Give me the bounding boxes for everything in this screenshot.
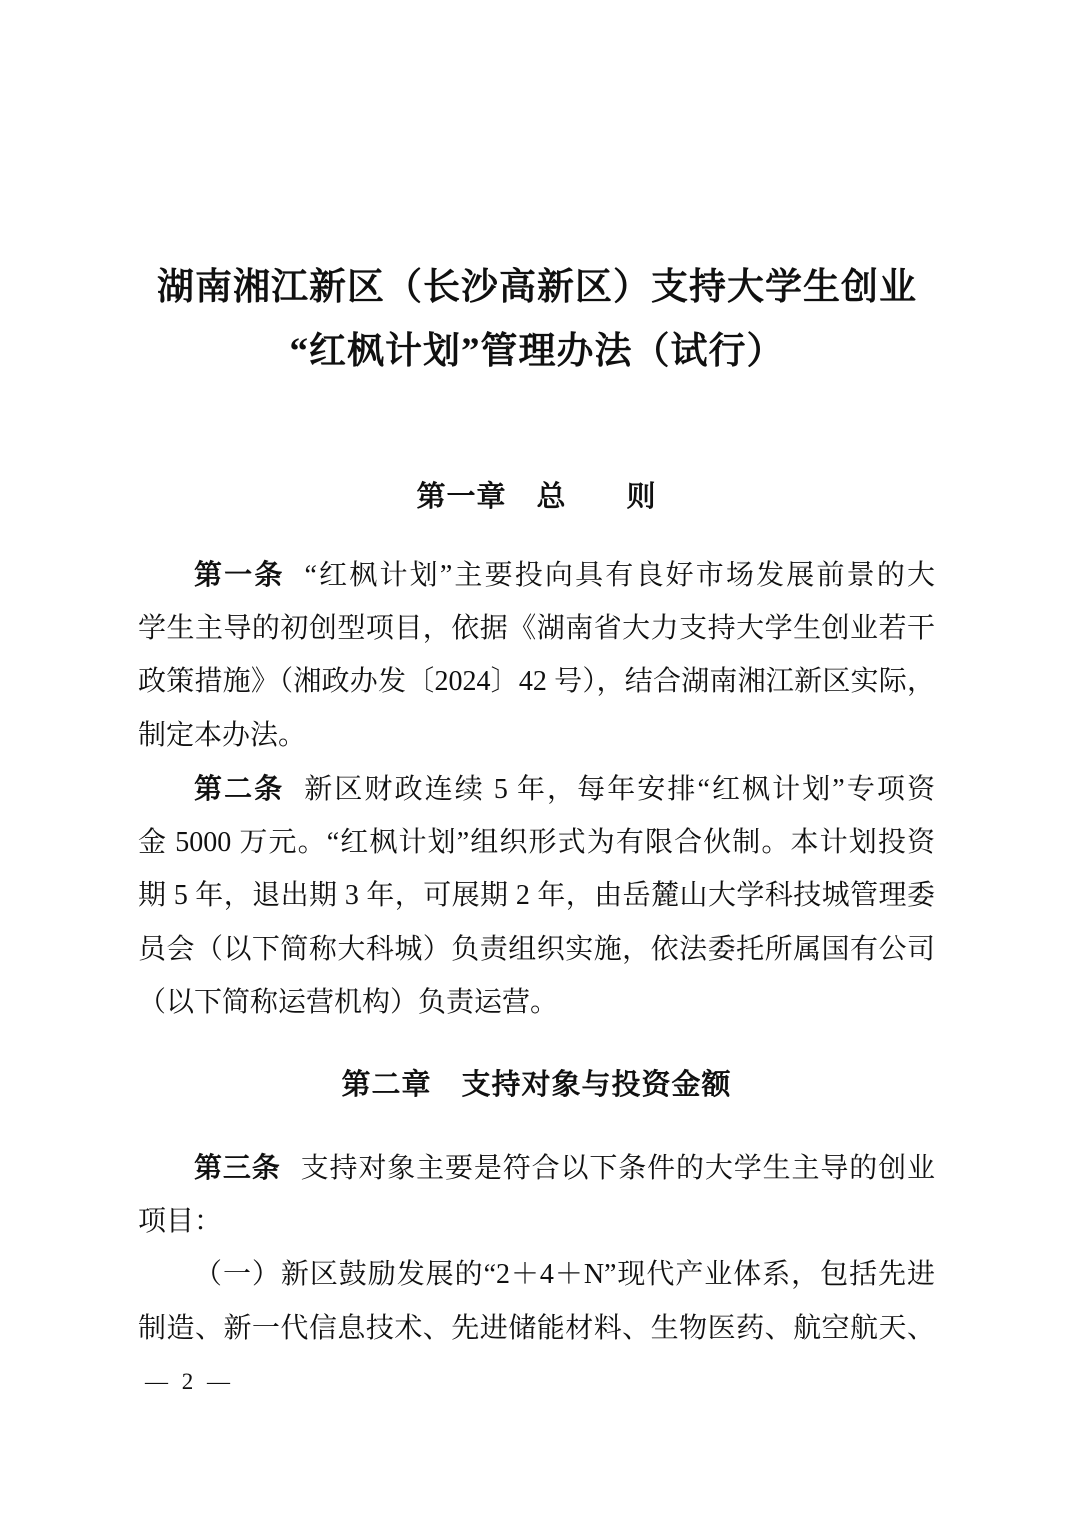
article3-label: 第三条 (194, 1152, 281, 1183)
document-title-line2: “红枫计划”管理办法（试行） (289, 331, 785, 372)
paragraph-line: 制造、新一代信息技术、先进储能材料、生物医药、航空航天、 (138, 1312, 935, 1344)
chapter1-heading: 第一章 总 则 (416, 481, 657, 513)
body-section-2 (138, 1141, 935, 1355)
article-1-paragraph (138, 548, 935, 762)
paragraph-line (138, 1141, 935, 1195)
page-number: — 2 — (145, 1369, 234, 1394)
body-section-1 (138, 548, 935, 1030)
paragraph-line: 期 5 年，退出期 3 年，可展期 2 年，由岳麓山大学科技城管理委 (138, 880, 935, 911)
paragraph-line: 项目： (138, 1205, 223, 1237)
paragraph-line: 制定本办法。 (138, 719, 307, 751)
document-title (0, 256, 1074, 384)
article2-line1-text: 新区财政连续 5 年，每年安排“红枫计划”专项资 (304, 774, 935, 805)
article1-label: 第一条 (194, 559, 285, 590)
paragraph-line: （一）新区鼓励发展的“2＋4＋N”现代产业体系，包括先进 (194, 1259, 935, 1290)
document-title-line1: 湖南湘江新区（长沙高新区）支持大学生创业 (157, 267, 917, 308)
chapter2-heading: 第二章 支持对象与投资金额 (341, 1069, 732, 1101)
article-2-paragraph (138, 762, 935, 1030)
paragraph-line: 金 5000 万元。“红枫计划”组织形式为有限合伙制。本计划投资 (138, 826, 935, 858)
article1-line1-text: “红枫计划”主要投向具有良好市场发展前景的大 (304, 560, 935, 591)
article-3-paragraph (138, 1141, 935, 1248)
article3-line1-text: 支持对象主要是符合以下条件的大学生主导的创业 (300, 1153, 935, 1184)
item-1-paragraph (138, 1248, 935, 1355)
paragraph-line: （以下简称运营机构）负责运营。 (138, 987, 559, 1018)
article2-label: 第二条 (194, 773, 285, 804)
paragraph-line (138, 762, 935, 816)
paragraph-line: 学生主导的初创型项目，依据《湖南省大力支持大学生创业若干 (138, 612, 935, 644)
paragraph-line (138, 548, 935, 602)
paragraph-line: 政策措施》（湘政办发〔2024〕42 号），结合湖南湘江新区实际， (138, 666, 935, 697)
paragraph-line: 员会（以下简称大科城）负责组织实施，依法委托所属国有公司 (138, 933, 935, 965)
